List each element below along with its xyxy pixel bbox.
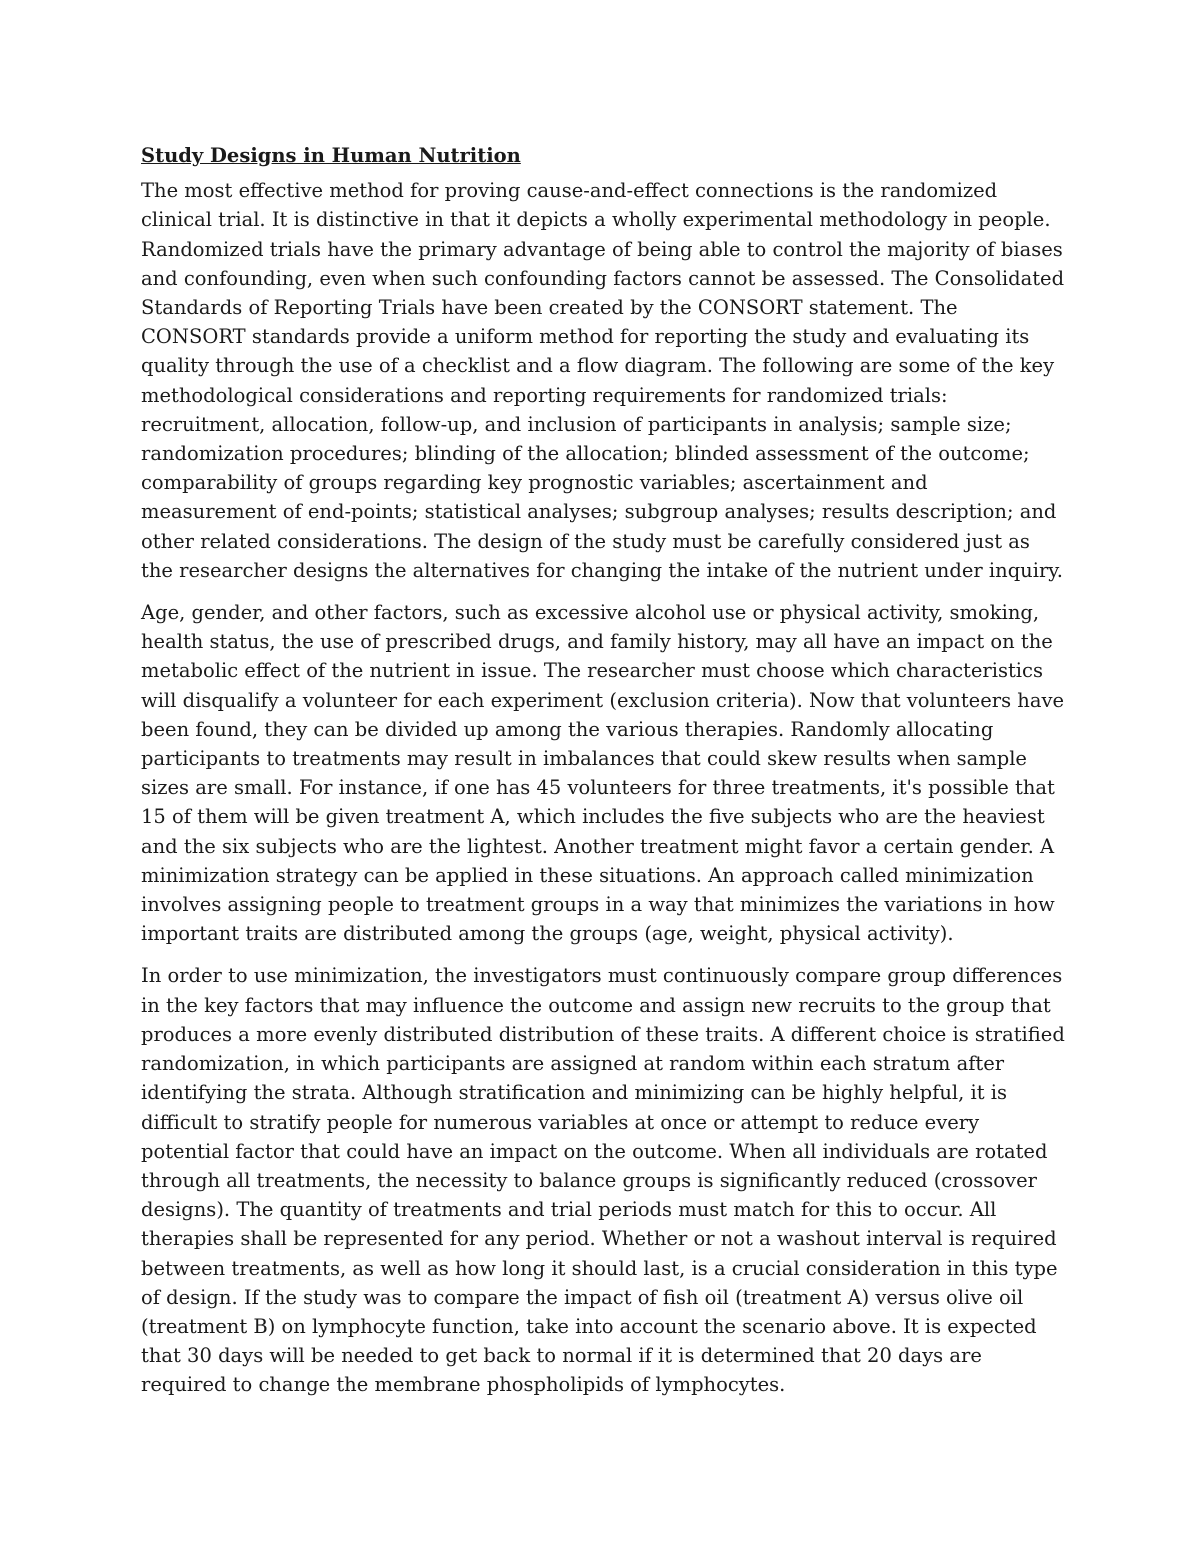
paragraph-1: The most effective method for proving cause-and-effect connections is the randomized clinical trial. It is distinctive in that it depicts a wholly experimental methodology in people. Randomized trials have the primary advantage of being able to control the majority of biases and confounding, even when such confounding factors cannot be assessed. The Consolidated Standards of Reporting Trials have been created by the CONSORT statement. The CONSORT standards provide a uniform method for reporting the study and evaluating its quality through the use of a checklist and a flow diagram. The following are some of the key methodological considerations and reporting requirements for randomized trials: recruitment, allocation, follow-up, and inclusion of participants in analysis; sample size; randomization procedures; blinding of the allocation; blinded assessment of the outcome; comparability of groups regarding key prognostic variables; ascertainment and measurement of end-points; statistical analyses; subgroup analyses; results description; and other related considerations. The design of the study must be carefully considered just as the researcher designs the alternatives for changing the intake of the nutrient under inquiry. [141, 179, 1065, 582]
paragraph-2: Age, gender, and other factors, such as excessive alcohol use or physical activity, smoking, health status, the use of prescribed drugs, and family history, may all have an impact on the metabolic effect of the nutrient in issue. The researcher must choose which characteristics will disqualify a volunteer for each experiment (exclusion criteria). Now that volunteers have been found, they can be divided up among the various therapies. Randomly allocating participants to treatments may result in imbalances that could skew results when sample sizes are small. For instance, if one has 45 volunteers for three treatments, it's possible that 15 of them will be given treatment A, which includes the five subjects who are the heaviest and the six subjects who are the lightest. Another treatment might favor a certain gender. A minimization strategy can be applied in these situations. An approach called minimization involves assigning people to treatment groups in a way that minimizes the variations in how important traits are distributed among the groups (age, weight, physical activity). [141, 601, 1065, 946]
paragraph-3: In order to use minimization, the investigators must continuously compare group differences in the key factors that may influence the outcome and assign new recruits to the group that produces a more evenly distributed distribution of these traits. A different choice is stratified randomization, in which participants are assigned at random within each stratum after identifying the strata. Although stratification and minimizing can be highly helpful, it is difficult to stratify people for numerous variables at once or attempt to reduce every potential factor that could have an impact on the outcome. When all individuals are rotated through all treatments, the necessity to balance groups is significantly reduced (crossover designs). The quantity of treatments and trial periods must match for this to occur. All therapies shall be represented for any period. Whether or not a washout interval is required between treatments, as well as how long it should last, is a crucial consideration in this type of design. If the study was to compare the impact of fish oil (treatment A) versus olive oil (treatment B) on lymphocyte function, take into account the scenario above. It is expected that 30 days will be needed to get back to normal if it is determined that 20 days are required to change the membrane phospholipids of lymphocytes. [141, 964, 1065, 1397]
document-title: Study Designs in Human Nutrition [141, 144, 521, 167]
document-body [141, 141, 1065, 1413]
